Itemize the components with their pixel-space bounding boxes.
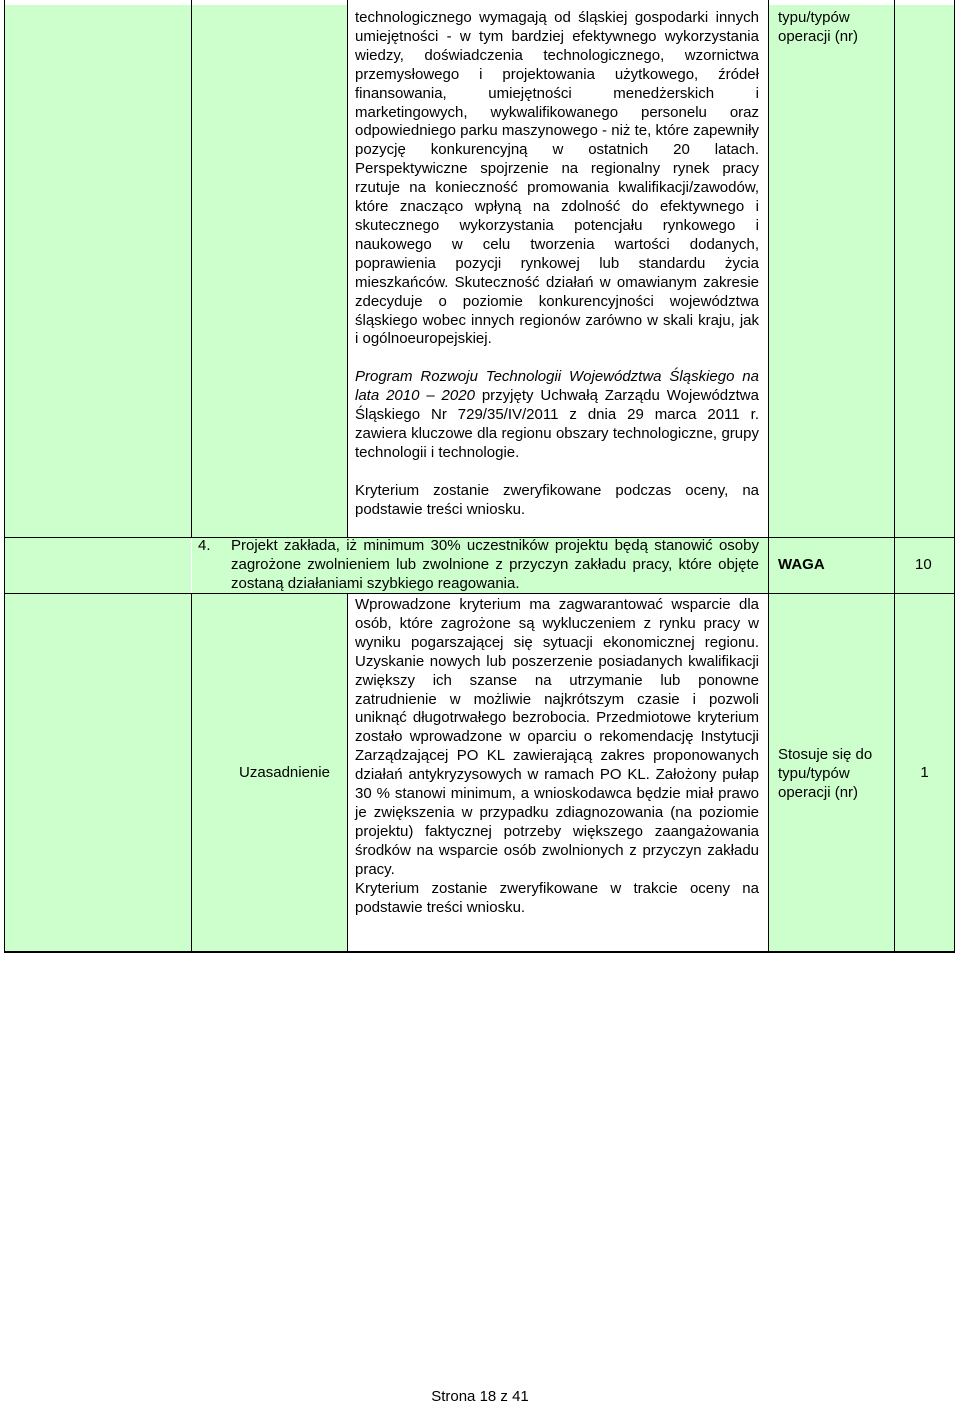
applies-cell-top: [778, 9, 888, 47]
justification-text-cell: [355, 596, 759, 917]
justification-verification: Kryterium zostanie zweryfikowane w trakcie oceny na podstawie treści wniosku.: [355, 879, 759, 916]
program-description: przyjęty Uchwałą Zarządu Województwa Śląskiego Nr 729/35/IV/2011 z dnia 29 marca 2011 r. zawiera kluczowe dla regionu obszary technologiczne, grupy technologii i technologie.: [355, 387, 759, 461]
applies-value: 1: [920, 764, 929, 781]
crit-col1: [5, 538, 191, 593]
program-paragraph: [355, 368, 759, 463]
top-col2: [192, 5, 347, 537]
top-col5: [895, 5, 954, 537]
criterion-number: 4.: [198, 537, 211, 554]
verification-note: Kryterium zostanie zweryfikowane podczas oceny, na podstawie treści wniosku.: [355, 481, 759, 518]
justification-label: Uzasadnienie: [239, 764, 330, 781]
table-border: [954, 0, 955, 953]
table-border: [894, 0, 895, 953]
just-col1: [5, 594, 191, 952]
program-title: Program Rozwoju Technologii Województwa Śląskiego na lata 2010 – 2020: [355, 368, 759, 405]
table-border: [191, 0, 192, 538]
context-paragraph: technologicznego wymagają od śląskiej gospodarki innych umiejętności - w tym bardziej efektywnego wykorzystania wiedzy, doświadczenia technologicznego, wzornictwa przemysłowego i projektowania użytkowego, źródeł finansowania, umiejętności menedżerskich i marketingowych, wykwalifikowanego personelu oraz odpowiedniego parku maszynowego - niż te, które zapewniły pozycję konkurencyjną w ostatnich 20 latach. Perspektywiczne spojrzenie na regionalny rynek pracy rzutuje na konieczność promowania kwalifikacji/zawodów, które znacząco wpłyną na zdolność do efektywnego i skutecznego wykorzystania potencjału rynkowego i naukowego w celu tworzenia wartości dodanych, poprawienia pozycji rynkowej lub standardu życia mieszkańców. Skuteczność działań w omawianym zakresie zdecyduje o poziomie konkurencyjności województwa śląskiego wobec innych regionów zarówno w skali kraju, jak i ogólnoeuropejskiej.: [355, 9, 759, 348]
applies-cell: Stosuje się do typu/typów operacji (nr): [778, 746, 873, 801]
table-border: [768, 0, 769, 953]
table-border: [191, 593, 192, 953]
weight-label: WAGA: [778, 556, 825, 573]
table-border: [347, 0, 348, 538]
weight-value: 10: [915, 556, 932, 573]
criterion-text: Projekt zakłada, iż minimum 30% uczestników projektu będą stanowić osoby zagrożone zwolnieniem lub zwolnione z przyczyn zakładu pracy, które objęte zostaną działaniami szybkiego reagowania.: [231, 537, 759, 592]
top-text-cell: [355, 9, 759, 519]
top-col4: [769, 5, 894, 537]
table-border: [4, 0, 5, 953]
justification-text: Wprowadzone kryterium ma zagwarantować wsparcie dla osób, które zagrożone są wykluczeniem z rynku pracy w wyniku pogarszającej się sytuacji ekonomicznej regionu. Uzyskanie nowych lub poszerzenie posiadanych kwalifikacji zwiększy ich szanse na utrzymanie lub ponowne zatrudnienie w możliwie najkrótszym czasie i pozwoli uniknąć długotrwałego bezrobocia. Przedmiotowe kryterium zostało wprowadzone w oparciu o rekomendację Instytucji Zarządzającej PO KL zawierającą zakres proponowanych działań antykryzysowych w ramach PO KL. Założony pułap 30 % stanowi minimum, a wnioskodawca będzie miał prawo je zwiększenia w przypadku zdiagnozowania (na poziomie projektu) faktycznej potrzeby większego zaangażowania środków na wsparcie osób zwolnionych z przyczyn zakładu pracy.: [355, 596, 759, 878]
top-col1: [5, 5, 191, 537]
table-border: [4, 951, 955, 953]
page-number: Strona 18 z 41: [431, 1388, 529, 1405]
applies-text: typu/typów operacji (nr): [778, 9, 859, 45]
